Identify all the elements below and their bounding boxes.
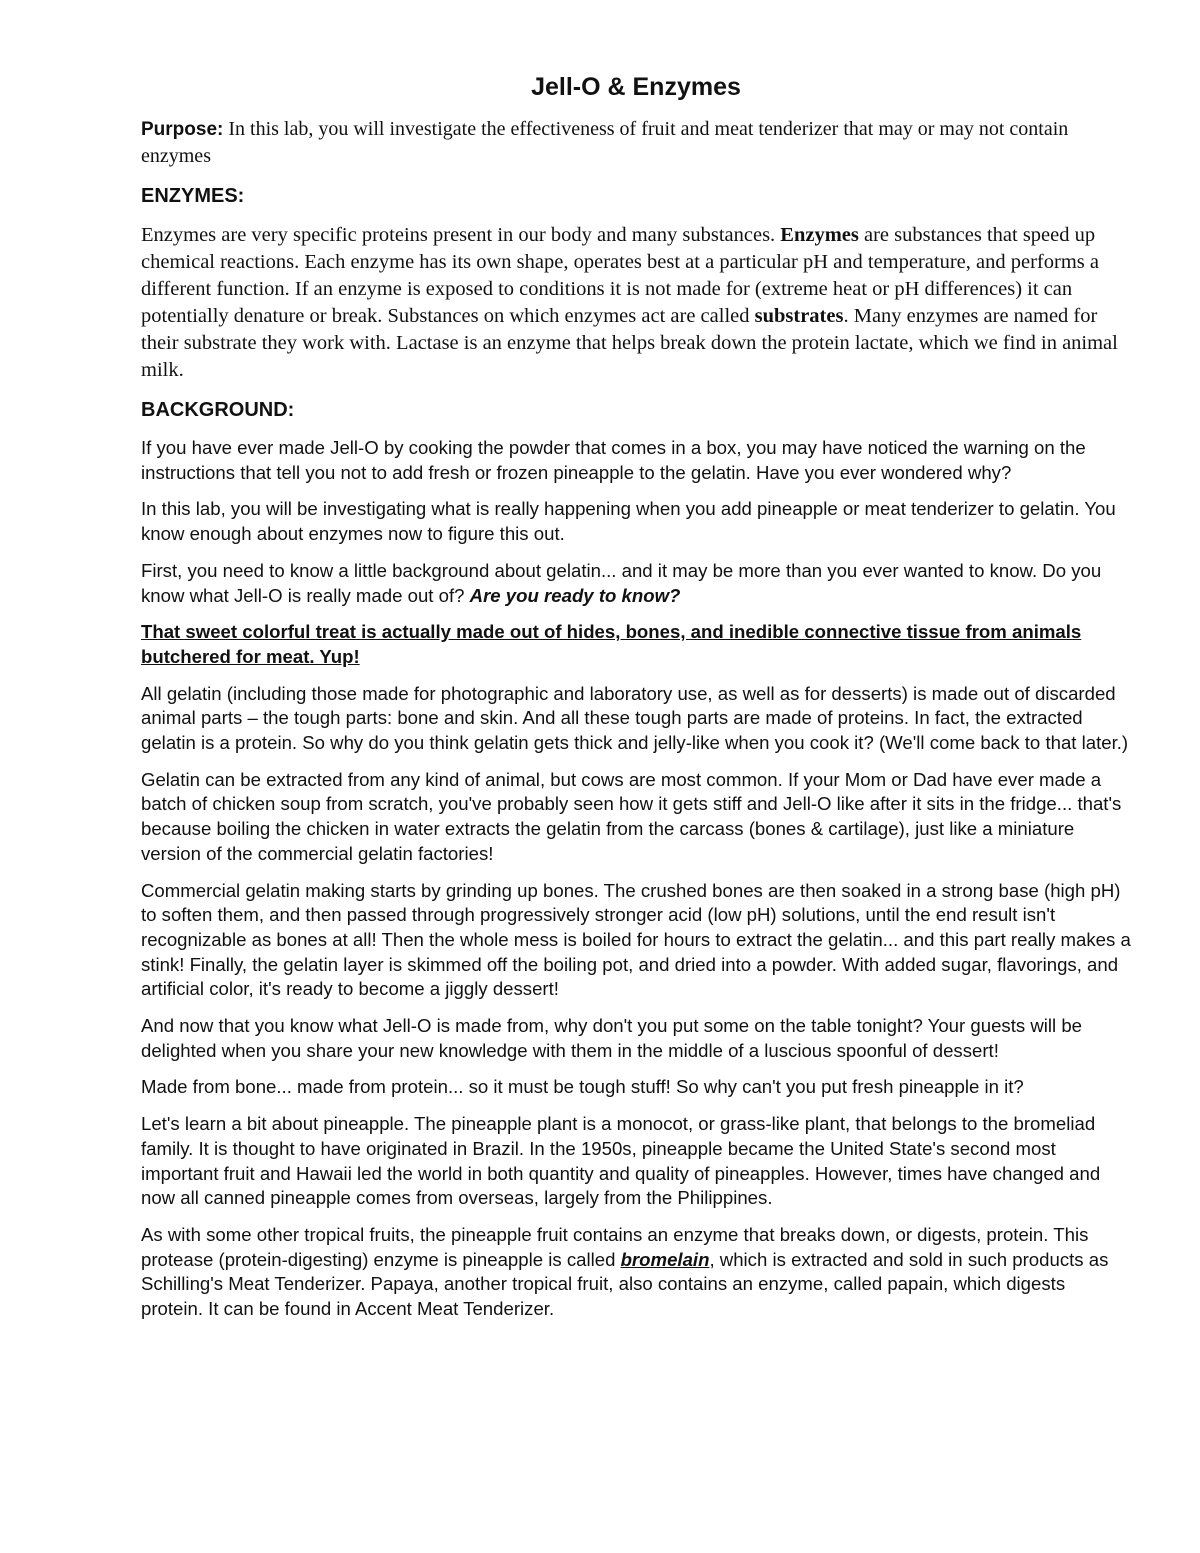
- background-paragraph-3-text: First, you need to know a little background about gelatin... and it may be more than you ever wanted to know. Do you know what Jell-O is really made out of?: [141, 559, 1102, 606]
- background-paragraph-2: In this lab, you will be investigating what is really happening when you add pineapple or meat tenderizer to gelatin. You know enough about enzymes now to figure this out.: [141, 498, 1116, 545]
- background-heading: BACKGROUND:: [141, 399, 295, 421]
- document-page: [141, 70, 1131, 1334]
- background-paragraph-11-text-a: As with some other tropical fruits, the pineapple fruit contains an enzyme that breaks down, or digests, protein. This protease (protein-digesting) enzyme is pineapple is called: [141, 1223, 1089, 1270]
- gelatin-source-statement: That sweet colorful treat is actually made out of hides, bones, and inedible connective tissue from animals butchered for meat. Yup!: [141, 621, 1082, 667]
- enzymes-paragraph: [141, 222, 1131, 384]
- enzymes-term: Enzymes: [780, 224, 859, 246]
- background-paragraph-7: Commercial gelatin making starts by grinding up bones. The crushed bones are then soaked in a strong base (high pH) to soften them, and then passed through progressively stronger acid (low pH) solutions, until the end result isn't recognizable as bones at all! Then the whole mess is boiled for hours to extract the gelatin... and this part really makes a stink! Finally, the gelatin layer is skimmed off the boiling pot, and dried into a powder. With added sugar, flavorings, and artificial color, it's ready to become a jiggly dessert!: [141, 879, 1131, 1000]
- purpose-label: Purpose:: [141, 119, 224, 140]
- background-paragraph-11-text-b: , which is extracted and sold in such products as Schilling's Meat Tenderizer. Papaya, another tropical fruit, also contains an enzyme, called papain, which digests protein. It can be found in Accent Meat Tenderizer.: [141, 1248, 1109, 1320]
- background-paragraph-9: Made from bone... made from protein... so it must be tough stuff! So why can't you put fresh pineapple in it?: [141, 1076, 1024, 1098]
- enzymes-text-b: are substances that speed up chemical reactions. Each enzyme has its own shape, operates best at a particular pH and temperature, and performs a different function. If an enzyme is exposed to conditions it is not made for (extreme heat or pH differences) it can potentially denature or break. Substances on which enzymes act are called: [141, 224, 1099, 327]
- bromelain-term: bromelain: [620, 1248, 710, 1270]
- enzymes-text-a: Enzymes are very specific proteins present in our body and many substances.: [141, 224, 781, 246]
- ready-to-know-emphasis: Are you ready to know?: [469, 584, 681, 606]
- substrates-term: substrates: [754, 305, 844, 327]
- background-paragraph-11: [141, 1223, 1131, 1322]
- purpose-text: In this lab, you will investigate the effectiveness of fruit and meat tenderizer that may or may not contain enzymes: [141, 118, 1069, 167]
- background-paragraph-10: Let's learn a bit about pineapple. The pineapple plant is a monocot, or grass-like plant, that belongs to the bromeliad family. It is thought to have originated in Brazil. In the 1950s, pineapple became the United State's second most important fruit and Hawaii led the world in both quantity and quality of pineapples. However, times have changed and now all canned pineapple comes from overseas, largely from the Philippines.: [141, 1113, 1101, 1209]
- background-paragraph-5: All gelatin (including those made for photographic and laboratory use, as well as for desserts) is made out of discarded animal parts – the tough parts: bone and skin. And all these tough parts are made of proteins. In fact, the extracted gelatin is a protein. So why do you think gelatin gets thick and jelly-like when you cook it? (We'll come back to that later.): [141, 682, 1129, 754]
- background-paragraph-3: [141, 559, 1131, 608]
- enzymes-heading: ENZYMES:: [141, 185, 245, 207]
- background-paragraph-6: Gelatin can be extracted from any kind of animal, but cows are most common. If your Mom or Dad have ever made a batch of chicken soup from scratch, you've probably seen how it gets stiff and Jell-O like after it sits in the fridge... that's because boiling the chicken in water extracts the gelatin from the carcass (bones & cartilage), just like a miniature version of the commercial gelatin factories!: [141, 768, 1122, 864]
- enzymes-text-c: . Many enzymes are named for their substrate they work with. Lactase is an enzyme that helps break down the protein lactate, which we find in animal milk.: [141, 305, 1118, 381]
- purpose-paragraph: [141, 116, 1131, 170]
- background-paragraph-1: If you have ever made Jell-O by cooking the powder that comes in a box, you may have noticed the warning on the instructions that tell you not to add fresh or frozen pineapple to the gelatin. Have you ever wondered why?: [141, 437, 1086, 483]
- background-paragraph-8: And now that you know what Jell-O is made from, why don't you put some on the table tonight? Your guests will be delighted when you share your new knowledge with them in the middle of a luscious spoonful of dessert!: [141, 1015, 1082, 1061]
- document-title: Jell-O & Enzymes: [531, 73, 741, 101]
